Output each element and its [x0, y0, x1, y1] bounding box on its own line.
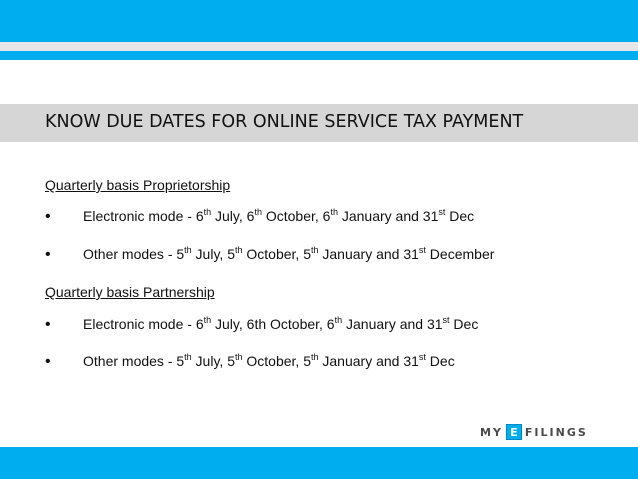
bullet-text: Other modes - 5th July, 5th October, 5th January and 31st Dec	[83, 352, 455, 369]
section-heading-proprietorship: Quarterly basis Proprietorship	[45, 177, 231, 193]
bullet-text: Other modes - 5th July, 5th October, 5th January and 31st December	[83, 245, 495, 262]
section-heading-partnership: Quarterly basis Partnership	[45, 284, 215, 300]
bullet-icon: •	[45, 353, 51, 370]
bullet-icon: •	[45, 246, 51, 263]
list-item	[45, 246, 494, 264]
list-item	[45, 316, 478, 334]
logo-e-box: E	[506, 424, 522, 440]
bottom-accent-band	[0, 447, 638, 479]
logo-text-left: MY	[480, 425, 503, 439]
bullet-icon: •	[45, 208, 51, 225]
top-accent-band	[0, 0, 638, 42]
myefilings-logo	[480, 424, 588, 440]
list-item	[45, 208, 474, 226]
bullet-text: Electronic mode - 6th July, 6th October, 6th January and 31st Dec	[83, 315, 479, 332]
page-title: KNOW DUE DATES FOR ONLINE SERVICE TAX PAYMENT	[45, 112, 524, 132]
bullet-text: Electronic mode - 6th July, 6th October, 6th January and 31st Dec	[83, 207, 475, 224]
logo-text-right: FILINGS	[524, 425, 588, 439]
bullet-icon: •	[45, 316, 51, 333]
list-item	[45, 353, 455, 371]
top-accent-band-thin	[0, 51, 638, 60]
top-divider-band	[0, 42, 638, 51]
